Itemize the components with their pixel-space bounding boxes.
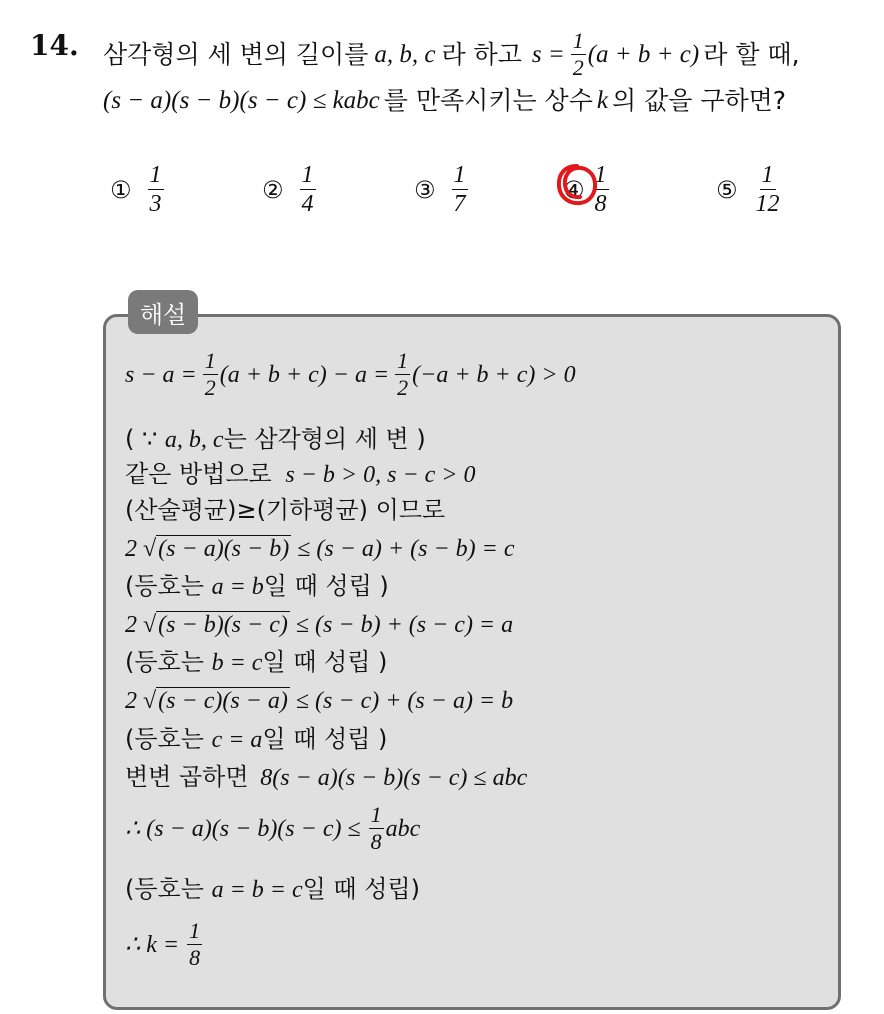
fraction-numerator: 1: [189, 918, 201, 943]
sol-text: 일 때 성립): [302, 875, 420, 903]
sol-text: 일 때 성립 ): [262, 725, 388, 753]
sol-text: 일 때 성립 ): [263, 572, 389, 600]
problem-inequality: (s − a)(s − b)(s − c) ≤ kabc: [103, 87, 380, 114]
problem-line-1: [103, 30, 800, 79]
choice-number: ⑤: [716, 175, 738, 204]
sol-math: ≤ (s − b) + (s − c) = a: [295, 612, 514, 638]
sqrt-radicand: (s − a)(s − b): [158, 536, 290, 562]
sol-math: ∴ (s − a)(s − b)(s − c) ≤: [125, 815, 361, 842]
choice-1[interactable]: [110, 163, 166, 216]
sol-math: 8(s − a)(s − b)(s − c) ≤ abc: [260, 765, 528, 791]
sol-text: 일 때 성립 ): [262, 648, 388, 676]
choice-fraction: [754, 163, 782, 216]
fraction-numerator: 1: [397, 348, 409, 373]
sol-text: (−a + b + c) > 0: [412, 361, 576, 388]
problem-text-4: 를 만족시키는 상수: [383, 86, 593, 115]
choice-fraction: [452, 163, 468, 216]
solution-line-12: [125, 804, 420, 853]
choice-2[interactable]: [262, 163, 318, 216]
fraction-numerator: 1: [370, 802, 382, 827]
sol-fraction: [187, 920, 202, 969]
problem-text-2: 라 하고: [441, 40, 522, 69]
sol-text: (등호는: [125, 572, 204, 600]
sol-math: 2: [125, 688, 137, 714]
fraction-denominator: 2: [204, 375, 216, 400]
sol-math: ≤ (s − a) + (s − b) = c: [297, 536, 515, 562]
sol-math: ≤ (s − c) + (s − a) = b: [295, 688, 514, 714]
fraction-numerator: 1: [594, 162, 607, 188]
fraction-denominator: 2: [572, 55, 584, 80]
fraction-denominator: 2: [397, 375, 409, 400]
solution-line-9: [125, 689, 513, 713]
solution-line-8: [125, 650, 387, 675]
sol-text: 는 삼각형의 세 변 ): [223, 425, 426, 453]
sqrt-radicand: (s − b)(s − c): [158, 612, 288, 638]
problem-text-1: 삼각형의 세 변의 길이를: [103, 40, 369, 69]
choice-fraction: [300, 163, 316, 216]
fraction-numerator: 1: [149, 162, 162, 188]
fraction-numerator: 1: [761, 162, 774, 188]
choice-fraction: [148, 163, 164, 216]
fraction-denominator: 12: [755, 191, 780, 217]
sol-math: 2: [125, 536, 137, 562]
fraction-denominator: 8: [594, 191, 607, 217]
problem-s-eq: s =: [531, 41, 565, 68]
choice-number: ②: [262, 175, 284, 204]
solution-line-7: [125, 613, 513, 637]
problem-sum-expr: (a + b + c): [587, 41, 700, 68]
problem-number: 14.: [30, 29, 79, 62]
fraction-numerator: 1: [453, 162, 466, 188]
sol-math: a, b, c: [164, 427, 224, 453]
problem-half-fraction: [571, 30, 586, 79]
choice-number: ③: [414, 175, 436, 204]
solution-line-6: [125, 574, 389, 599]
sol-math: a = b = c: [211, 877, 303, 903]
choice-number: ①: [110, 175, 132, 204]
sol-math: s − b > 0, s − c > 0: [285, 462, 476, 488]
sqrt-sign-icon: √: [143, 688, 157, 714]
sol-math: a = b: [211, 574, 264, 600]
fraction-numerator: 1: [572, 28, 584, 53]
sol-text: s − a =: [125, 361, 197, 388]
solution-line-1: [125, 350, 576, 399]
sol-math: 2: [125, 612, 137, 638]
sol-text: 같은 방법으로: [125, 460, 272, 488]
fraction-numerator: 1: [301, 162, 314, 188]
fraction-denominator: 8: [370, 829, 382, 854]
sqrt-sign-icon: √: [143, 612, 157, 638]
problem-text-3: 라 할 때,: [703, 40, 800, 69]
sol-fraction: [395, 350, 410, 399]
choice-number: ④: [563, 175, 585, 204]
sol-text: (등호는: [125, 648, 204, 676]
sqrt-sign-icon: √: [143, 536, 157, 562]
fraction-denominator: 4: [301, 191, 314, 217]
sol-math: ∴ k =: [125, 931, 180, 958]
sol-math: b = c: [211, 650, 263, 676]
solution-line-13: [125, 877, 420, 902]
sol-text: (등호는: [125, 725, 204, 753]
problem-vars: a, b, c: [374, 41, 436, 68]
solution-line-3: [125, 462, 476, 487]
sol-text: ( ∵: [125, 425, 158, 453]
sol-math: c = a: [211, 727, 263, 753]
solution-line-10: [125, 727, 387, 752]
fraction-denominator: 7: [453, 191, 466, 217]
sol-fraction: [369, 804, 384, 853]
answer-circle-mark: [552, 160, 602, 210]
sol-text: (등호는: [125, 875, 204, 903]
sol-math: abc: [385, 815, 421, 842]
solution-line-14: [125, 920, 204, 969]
solution-line-4: (산술평균)≥(기하평균) 이므로: [125, 496, 446, 524]
solution-line-5: [125, 537, 514, 561]
choice-5[interactable]: [716, 163, 784, 216]
problem-text-5: 의 값을 구하면?: [611, 86, 787, 115]
fraction-denominator: 8: [189, 945, 201, 970]
fraction-numerator: 1: [204, 348, 216, 373]
fraction-denominator: 3: [149, 191, 162, 217]
problem-k: k: [596, 87, 608, 114]
sol-fraction: [203, 350, 218, 399]
sqrt-radicand: (s − c)(s − a): [158, 688, 288, 714]
choice-3[interactable]: [414, 163, 470, 216]
solution-line-2: [125, 427, 426, 452]
problem-line-2: [103, 88, 786, 113]
solution-line-11: [125, 765, 527, 790]
solution-badge: 해설: [128, 290, 198, 334]
sol-text: (a + b + c) − a =: [219, 361, 390, 388]
sol-text: 변변 곱하면: [125, 763, 249, 791]
